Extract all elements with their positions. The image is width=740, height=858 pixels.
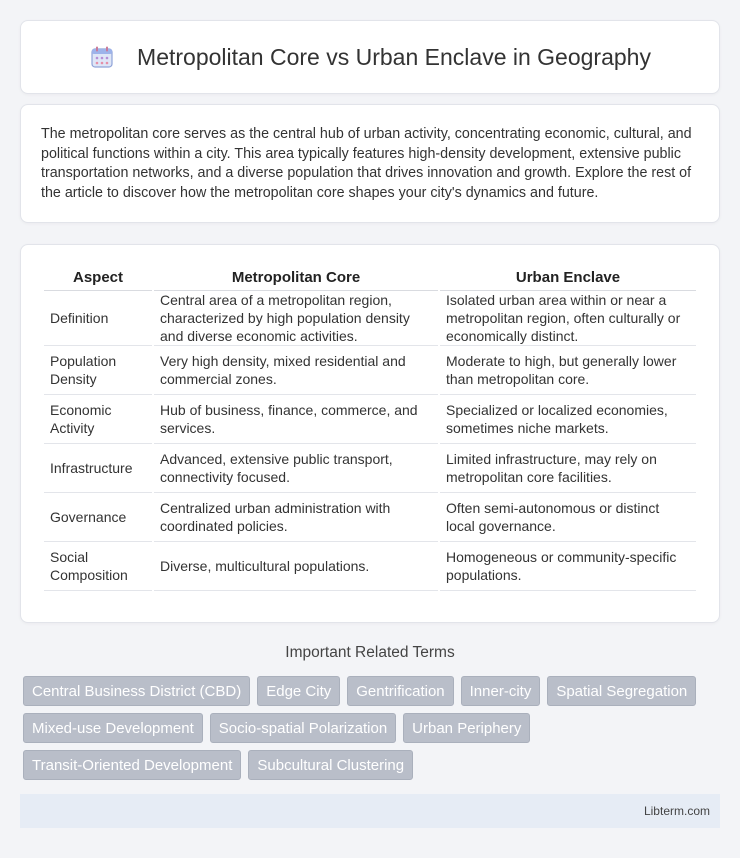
aspect-cell: Economic Activity	[44, 395, 152, 444]
page-title: Metropolitan Core vs Urban Enclave in Geography	[137, 43, 651, 70]
column-header-metropolitan-core: Metropolitan Core	[154, 263, 438, 291]
enclave-cell: Limited infrastructure, may rely on metropolitan core facilities.	[440, 444, 696, 493]
enclave-cell: Moderate to high, but generally lower than metropolitan core.	[440, 346, 696, 395]
aspect-cell: Infrastructure	[44, 444, 152, 493]
intro-paragraph: The metropolitan core serves as the central hub of urban activity, concentrating economic, cultural, and political functions within a city. This area typically features high-density development, extensive public transportation networks, and a diverse population that drives innovation and growth. Explore the rest of the article to discover how the metropolitan core shapes your city's dynamics and future.	[41, 126, 692, 201]
footer-site-link[interactable]: Libterm.com	[643, 804, 710, 818]
title-card	[20, 20, 720, 94]
related-term-tag[interactable]: Central Business District (CBD)	[23, 676, 250, 706]
table-row	[44, 346, 696, 395]
comparison-table	[42, 263, 698, 591]
core-cell: Diverse, multicultural populations.	[154, 542, 438, 591]
column-header-aspect: Aspect	[44, 263, 152, 291]
aspect-cell: Social Composition	[44, 542, 152, 591]
core-cell: Hub of business, finance, commerce, and services.	[154, 395, 438, 444]
enclave-cell: Specialized or localized economies, sometimes niche markets.	[440, 395, 696, 444]
related-term-tag[interactable]: Subcultural Clustering	[248, 750, 413, 780]
core-cell: Central area of a metropolitan region, characterized by high population density and diverse economic activities.	[154, 291, 438, 346]
related-terms-heading: Important Related Terms	[285, 644, 455, 661]
related-term-tag[interactable]: Gentrification	[347, 676, 453, 706]
table-row	[44, 444, 696, 493]
table-header-row	[44, 263, 696, 291]
table-row	[44, 395, 696, 444]
related-term-tag[interactable]: Transit-Oriented Development	[23, 750, 241, 780]
related-terms-list	[23, 676, 723, 780]
aspect-cell: Population Density	[44, 346, 152, 395]
calendar-icon	[89, 44, 115, 70]
related-term-tag[interactable]: Socio-spatial Polarization	[210, 713, 396, 743]
core-cell: Advanced, extensive public transport, connectivity focused.	[154, 444, 438, 493]
comparison-table-card	[20, 244, 720, 623]
enclave-cell: Homogeneous or community-specific populations.	[440, 542, 696, 591]
table-row	[44, 291, 696, 346]
related-term-tag[interactable]: Mixed-use Development	[23, 713, 203, 743]
footer	[20, 794, 720, 828]
related-term-tag[interactable]: Spatial Segregation	[547, 676, 696, 706]
related-term-tag[interactable]: Urban Periphery	[403, 713, 530, 743]
table-row	[44, 542, 696, 591]
table-row	[44, 493, 696, 542]
enclave-cell: Isolated urban area within or near a metropolitan region, often culturally or economically distinct.	[440, 291, 696, 346]
related-term-tag[interactable]: Edge City	[257, 676, 340, 706]
core-cell: Very high density, mixed residential and commercial zones.	[154, 346, 438, 395]
core-cell: Centralized urban administration with coordinated policies.	[154, 493, 438, 542]
enclave-cell: Often semi-autonomous or distinct local governance.	[440, 493, 696, 542]
related-term-tag[interactable]: Inner-city	[461, 676, 541, 706]
intro-card	[20, 104, 720, 223]
column-header-urban-enclave: Urban Enclave	[440, 263, 696, 291]
aspect-cell: Definition	[44, 291, 152, 346]
aspect-cell: Governance	[44, 493, 152, 542]
